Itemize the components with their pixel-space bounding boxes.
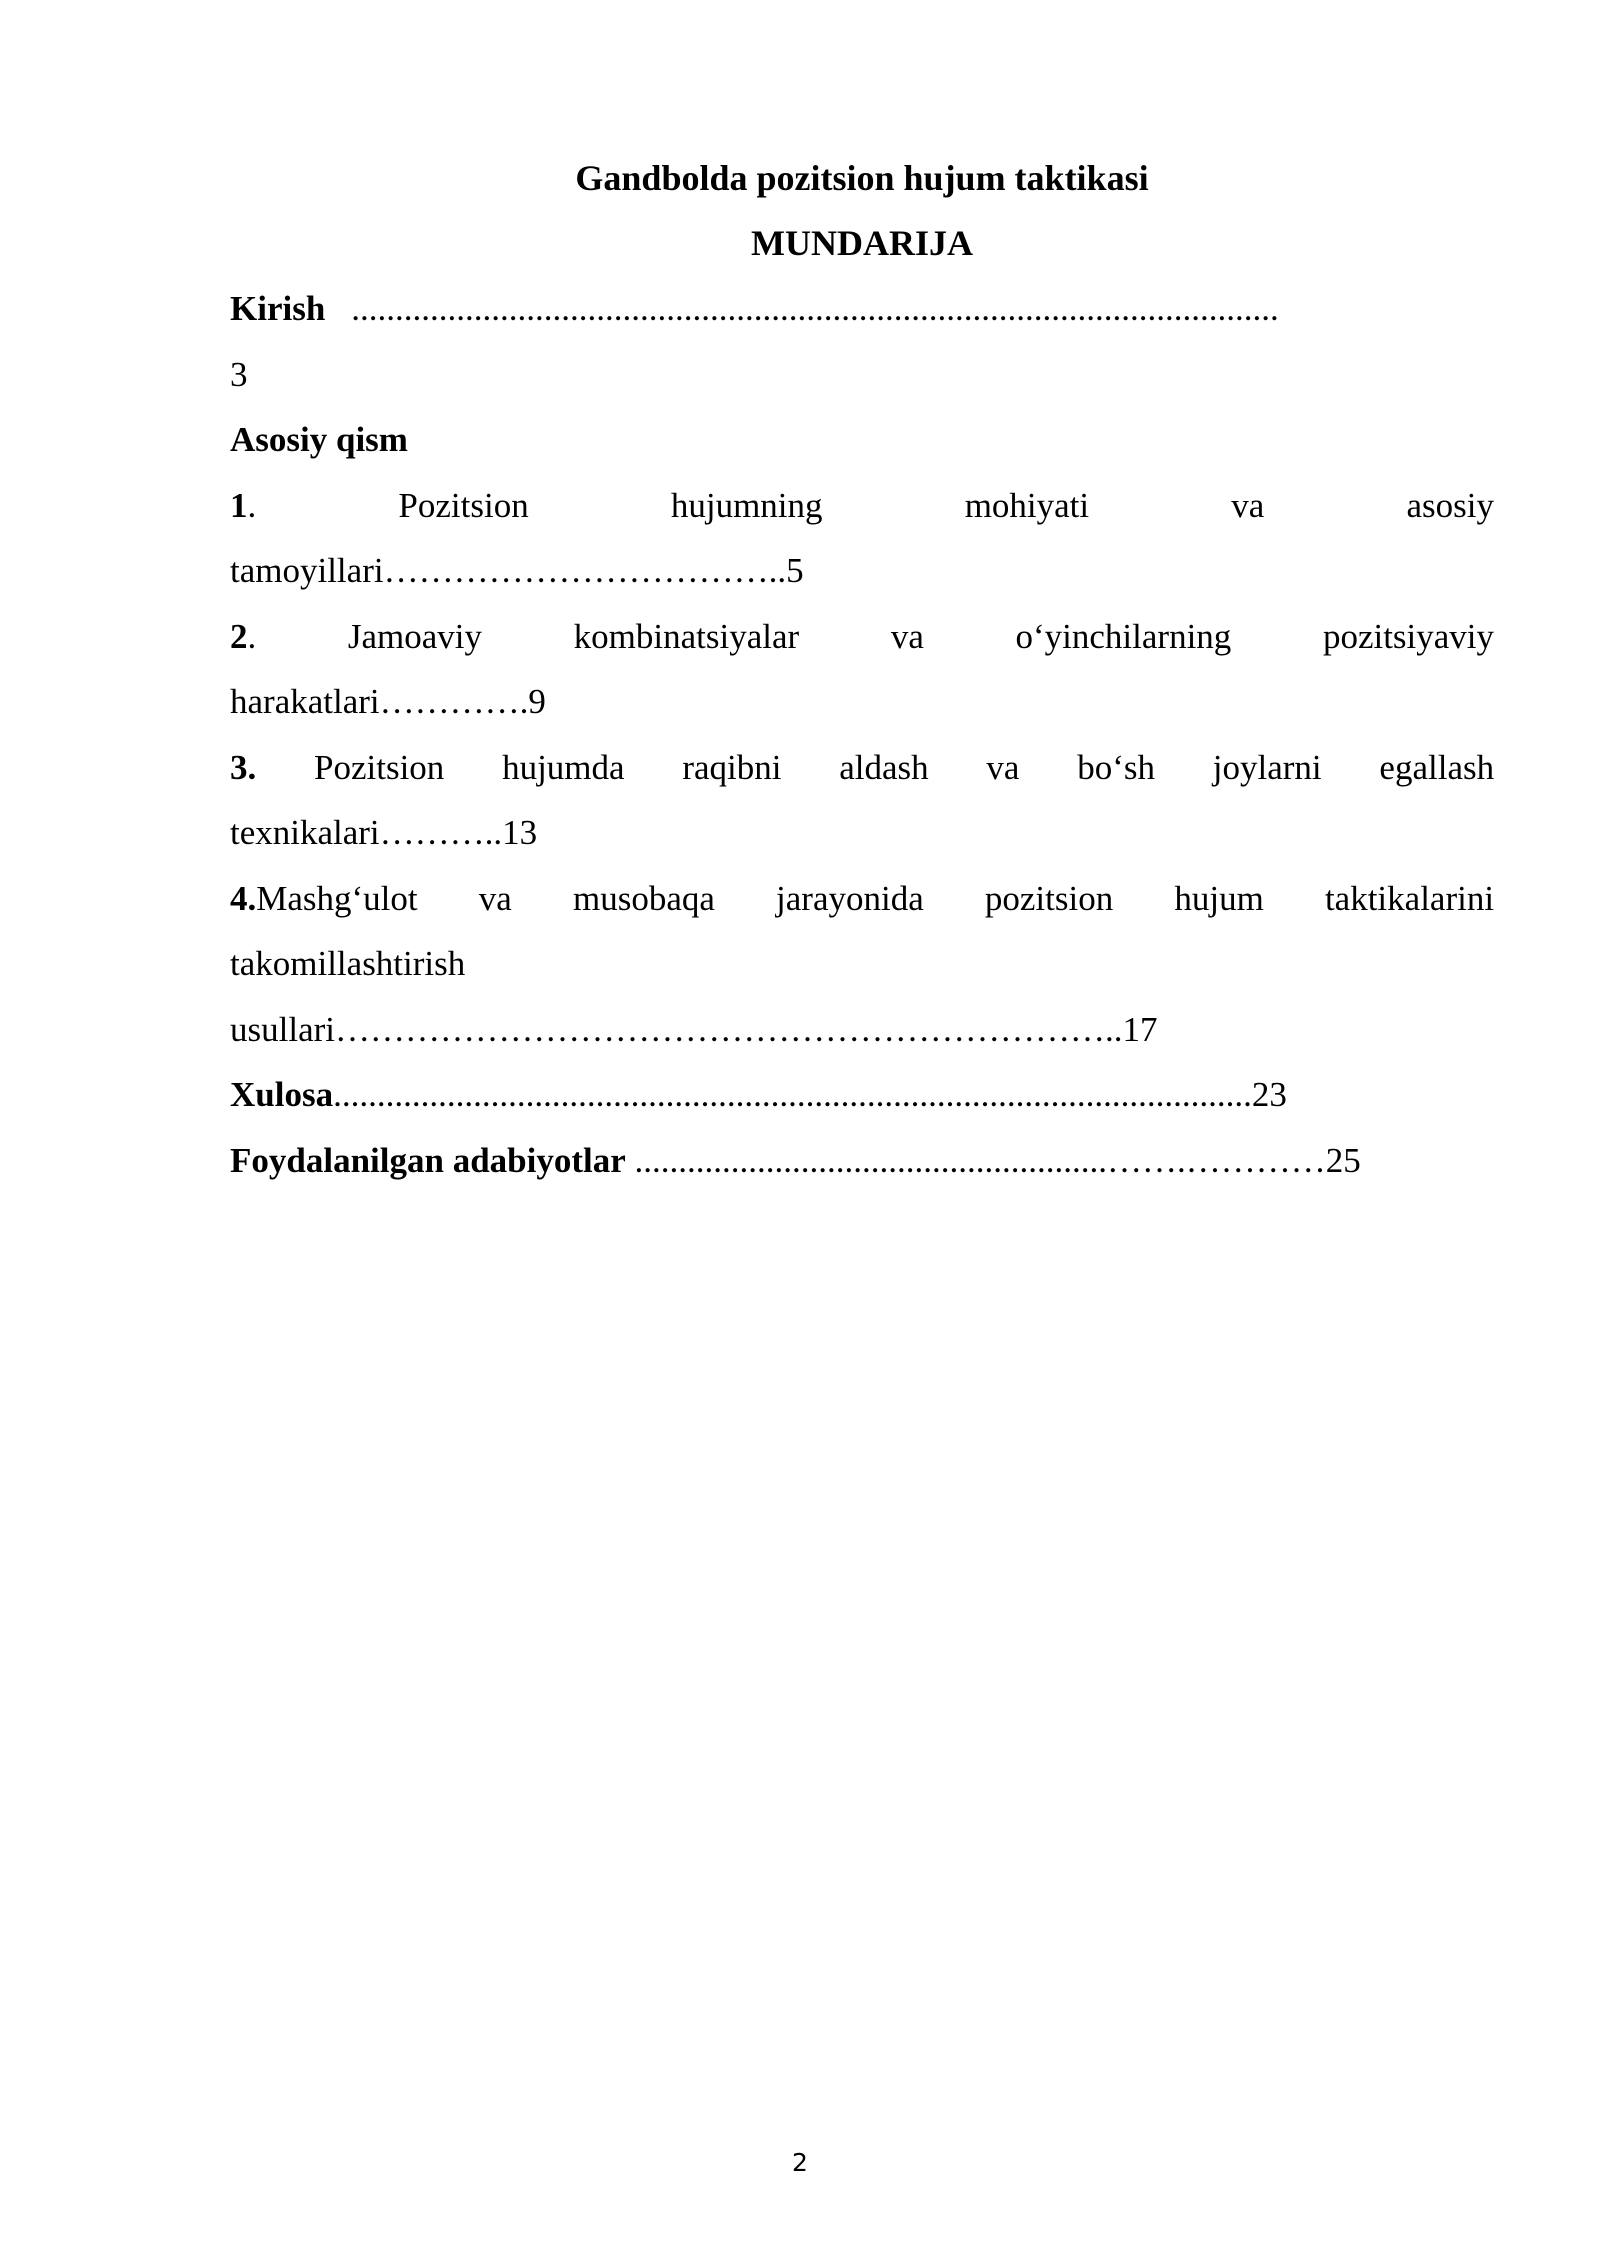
- toc-entry-1-line1: [230, 473, 1494, 539]
- toc-word: joylarni: [1212, 747, 1322, 787]
- toc-word: Pozitsion: [314, 747, 445, 787]
- toc-word: va: [986, 747, 1020, 787]
- toc-word: mohiyati: [964, 485, 1090, 525]
- toc-entry-4-line1: [230, 866, 1494, 932]
- toc-entry-label: Kirish: [230, 289, 326, 328]
- toc-word: o‘yinchilarning: [1015, 616, 1232, 656]
- contents-heading: MUNDARIJA: [751, 223, 973, 263]
- main-part-heading: Asosiy qism: [230, 420, 408, 459]
- toc-word: pozitsion: [984, 878, 1114, 918]
- toc-word: hujum: [1174, 878, 1264, 918]
- toc-word: va: [478, 878, 512, 918]
- toc-entry-number: 3.: [230, 747, 257, 787]
- toc-entry-number-suffix: .: [247, 616, 257, 656]
- toc-word: kombinatsiyalar: [573, 616, 800, 656]
- toc-word: Mashg‘ulot: [256, 878, 418, 918]
- toc-word: egallash: [1379, 747, 1495, 787]
- toc-entry-2-line1: [230, 604, 1494, 670]
- toc-word: bo‘sh: [1077, 747, 1156, 787]
- toc-entry-label: Foydalanilgan adabiyotlar: [230, 1140, 626, 1180]
- table-of-contents: [230, 146, 1494, 1193]
- toc-entry-label: Xulosa: [230, 1075, 334, 1114]
- toc-entry-intro: [230, 276, 1494, 342]
- toc-entry-1-line2: tamoyillari……………………………..5: [230, 551, 804, 590]
- toc-entry-4-line2: takomillashtirish: [230, 944, 466, 983]
- toc-entry-3-line2: texnikalari………..13: [230, 813, 538, 852]
- toc-word: raqibni: [682, 747, 782, 787]
- toc-entry-2-line2: harakatlari………….9: [230, 682, 546, 721]
- toc-entry-number: 2: [230, 616, 248, 656]
- toc-leader-and-page: .........................................................................................................23: [333, 1075, 1287, 1114]
- toc-word: musobaqa: [572, 878, 715, 918]
- toc-word: pozitsiyaviy: [1322, 616, 1495, 656]
- toc-word: hujumning: [670, 485, 823, 525]
- toc-word: asosiy: [1406, 485, 1494, 525]
- toc-word: Pozitsion: [398, 485, 529, 525]
- page-number: 2: [792, 2148, 808, 2177]
- toc-word: hujumda: [502, 747, 625, 787]
- toc-entry-3-line1: [230, 735, 1494, 801]
- toc-word: va: [1231, 485, 1265, 525]
- toc-entry-number: 1: [230, 485, 248, 525]
- toc-leader-dots: ..........................................................................................................: [351, 289, 1279, 328]
- toc-entry-4-line3: usullari…………………………………………………………..17: [230, 1009, 1158, 1049]
- toc-entry-number-suffix: .: [247, 485, 257, 525]
- toc-word: aldash: [839, 747, 929, 787]
- toc-word: va: [890, 616, 924, 656]
- toc-word: jarayonida: [776, 878, 924, 918]
- toc-leader-and-page: ......................................................…….…………25: [625, 1140, 1361, 1180]
- toc-entry-conclusion: [230, 1062, 1494, 1128]
- toc-page-number: 3: [230, 354, 248, 394]
- toc-entry-references: [230, 1128, 1494, 1194]
- toc-word: taktikalarini: [1324, 878, 1495, 918]
- document-title: Gandbolda pozitsion hujum taktikasi: [575, 158, 1149, 198]
- toc-word: Jamoaviy: [347, 616, 483, 656]
- toc-entry-number: 4.: [230, 878, 257, 918]
